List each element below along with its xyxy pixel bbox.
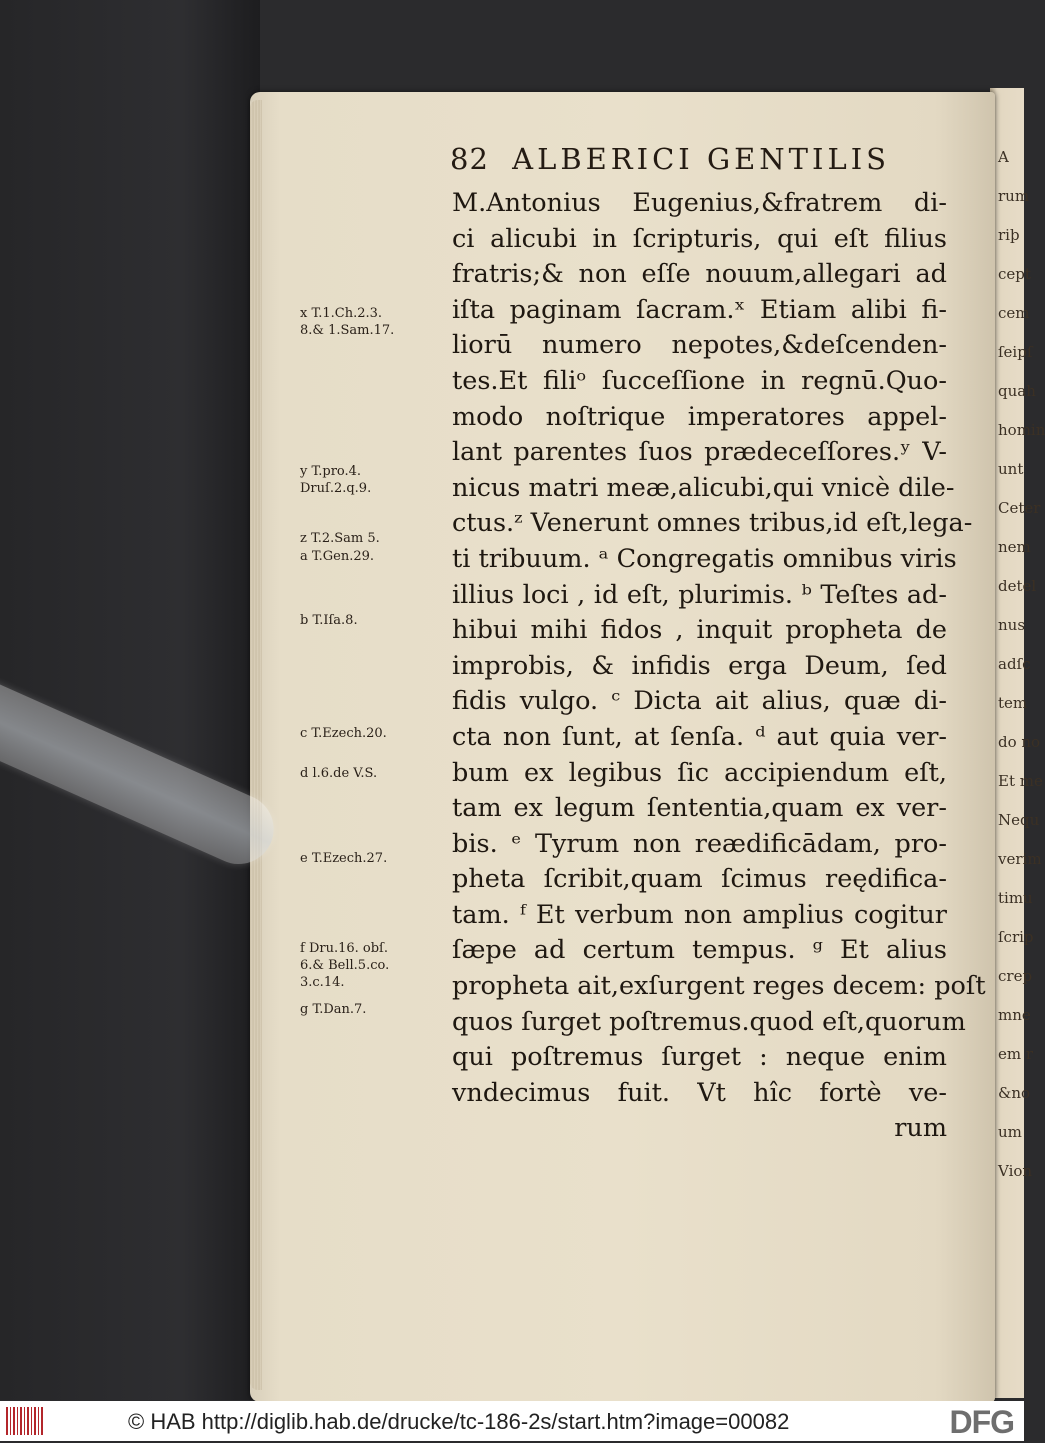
footer-bar xyxy=(0,1401,1024,1441)
running-header xyxy=(450,142,950,182)
text-line: nicus matri meæ,alicubi,qui vnicè dile- xyxy=(452,472,955,503)
text-line: improbis, & infidis erga Deum, ſed xyxy=(452,650,947,681)
facing-page-fragment: verim xyxy=(998,850,1042,868)
text-line: ſæpe ad certum tempus. ᵍ Et alius xyxy=(452,935,947,966)
facing-page-fragment: cept xyxy=(998,265,1031,283)
text-line: tam ex legum ſententia,quam ex ver- xyxy=(452,793,947,824)
text-line: bis. ᵉ Tyrum non reædificādam, pro- xyxy=(452,828,947,859)
text-line: bum ex legibus ſic accipiendum eſt, xyxy=(452,757,947,788)
facing-page-fragment: adſc xyxy=(998,655,1031,673)
facing-page-fragment: cem xyxy=(998,304,1030,322)
facing-page-fragment: rum xyxy=(998,187,1030,205)
margin-note: 8.& 1.Sam.17. xyxy=(300,323,395,338)
facing-page-fragment: homin xyxy=(998,421,1045,439)
facing-page-fragment: &no xyxy=(998,1084,1031,1102)
facing-page-fragment: timu xyxy=(998,889,1033,907)
text-line: tam. ᶠ Et verbum non amplius cogitur xyxy=(452,899,947,930)
facing-page-fragment: quah xyxy=(998,382,1036,400)
facing-page-edge xyxy=(990,88,1045,1398)
facing-page-fragment: Ceter xyxy=(998,499,1041,517)
margin-note: x T.1.Ch.2.3. xyxy=(300,306,383,321)
hab-barcode-icon xyxy=(6,1407,44,1435)
facing-page-fragment: Vion xyxy=(998,1162,1033,1180)
facing-page-fragment: detel xyxy=(998,577,1037,595)
text-line: rum xyxy=(894,1113,947,1144)
facing-page-fragment: em r xyxy=(998,1045,1034,1063)
facing-page-fragment: nus xyxy=(998,616,1026,634)
facing-page-fragment: Nequ xyxy=(998,811,1040,829)
facing-page-fragment: mne xyxy=(998,1006,1031,1024)
page-number: 82 xyxy=(450,142,489,176)
text-line: fidis vulgo. ᶜ Dicta ait alius, quæ di- xyxy=(452,686,947,717)
facing-page-fragment: Et me xyxy=(998,772,1043,790)
text-line: cta non ſunt, at ſenſa. ᵈ aut quia ver- xyxy=(452,721,947,752)
text-line: illius loci , id eſt, plurimis. ᵇ Teſtes ad- xyxy=(452,579,947,610)
facing-page-fragment: do no xyxy=(998,733,1041,751)
copyright-url[interactable]: © HAB http://diglib.hab.de/drucke/tc-186-2s/start.htm?image=00082 xyxy=(128,1409,790,1434)
facing-page-fragment: tem xyxy=(998,694,1028,712)
text-line: qui poſtremus ſurget : neque enim xyxy=(452,1042,947,1073)
text-line: tes.Et filiᵒ ſucceſſione in regnū.Quo- xyxy=(452,365,947,396)
text-line: hibui mihi fidos , inquit propheta de xyxy=(452,615,947,646)
text-line: liorū numero nepotes,&deſcenden- xyxy=(452,330,947,361)
margin-note: d l.6.de V.S. xyxy=(300,766,378,781)
page-fore-edge xyxy=(250,100,262,1390)
text-line: vndecimus fuit. Vt hîc fortè ve- xyxy=(452,1077,947,1108)
text-line: iſta paginam ſacram.ˣ Etiam alibi fi- xyxy=(452,294,947,325)
text-line: lant parentes ſuos prædeceſſores.ʸ V- xyxy=(452,437,947,468)
text-line: fratris;& non eſſe nouum,allegari ad xyxy=(452,259,947,290)
text-line: quos ſurget poſtremus.quod eſt,quorum xyxy=(452,1006,966,1037)
text-line: propheta ait,exſurgent reges decem: poſt xyxy=(452,971,986,1002)
margin-note: 6.& Bell.5.co. xyxy=(300,958,390,973)
dark-background xyxy=(0,0,260,1400)
running-head-title: ALBERICI GENTILIS xyxy=(512,142,891,176)
text-line: modo noſtrique imperatores appel- xyxy=(452,401,947,432)
facing-page-fragment: um xyxy=(998,1123,1022,1141)
facing-page-fragment: crep xyxy=(998,967,1033,985)
margin-note: f Dru.16. obſ. xyxy=(300,941,388,956)
facing-page-fragment: nem xyxy=(998,538,1031,556)
margin-note: e T.Ezech.27. xyxy=(300,851,388,866)
margin-note: g T.Dan.7. xyxy=(300,1002,367,1017)
margin-note: z T.2.Sam 5. xyxy=(300,531,380,546)
dfg-logo: DFG xyxy=(949,1404,1014,1440)
text-line: ci alicubi in ſcripturis, qui eſt filius xyxy=(452,223,947,254)
facing-page-fragment: unt xyxy=(998,460,1024,478)
margin-note: 3.c.14. xyxy=(300,975,345,990)
facing-page-fragment: ſcrip xyxy=(998,928,1034,946)
facing-page-fragment: A xyxy=(998,148,1009,166)
margin-note: a T.Gen.29. xyxy=(300,549,375,564)
margin-note: y T.pro.4. xyxy=(300,464,362,479)
margin-note: b T.Iſa.8. xyxy=(300,613,358,628)
text-line: pheta ſcribit,quam ſcimus reędifica- xyxy=(452,864,947,895)
text-line: ti tribuum. ᵃ Congregatis omnibus viris xyxy=(452,543,957,574)
text-line: ctus.ᶻ Venerunt omnes tribus,id eſt,lega- xyxy=(452,508,973,539)
main-text-block xyxy=(452,186,986,1147)
facing-page-fragment: riþ xyxy=(998,226,1020,244)
margin-note: c T.Ezech.20. xyxy=(300,726,387,741)
facing-page-fragment: ſeipſ xyxy=(998,343,1033,361)
text-line: M.Antonius Eugenius,&fratrem di- xyxy=(452,188,947,218)
margin-note: Druſ.2.q.9. xyxy=(300,481,372,496)
